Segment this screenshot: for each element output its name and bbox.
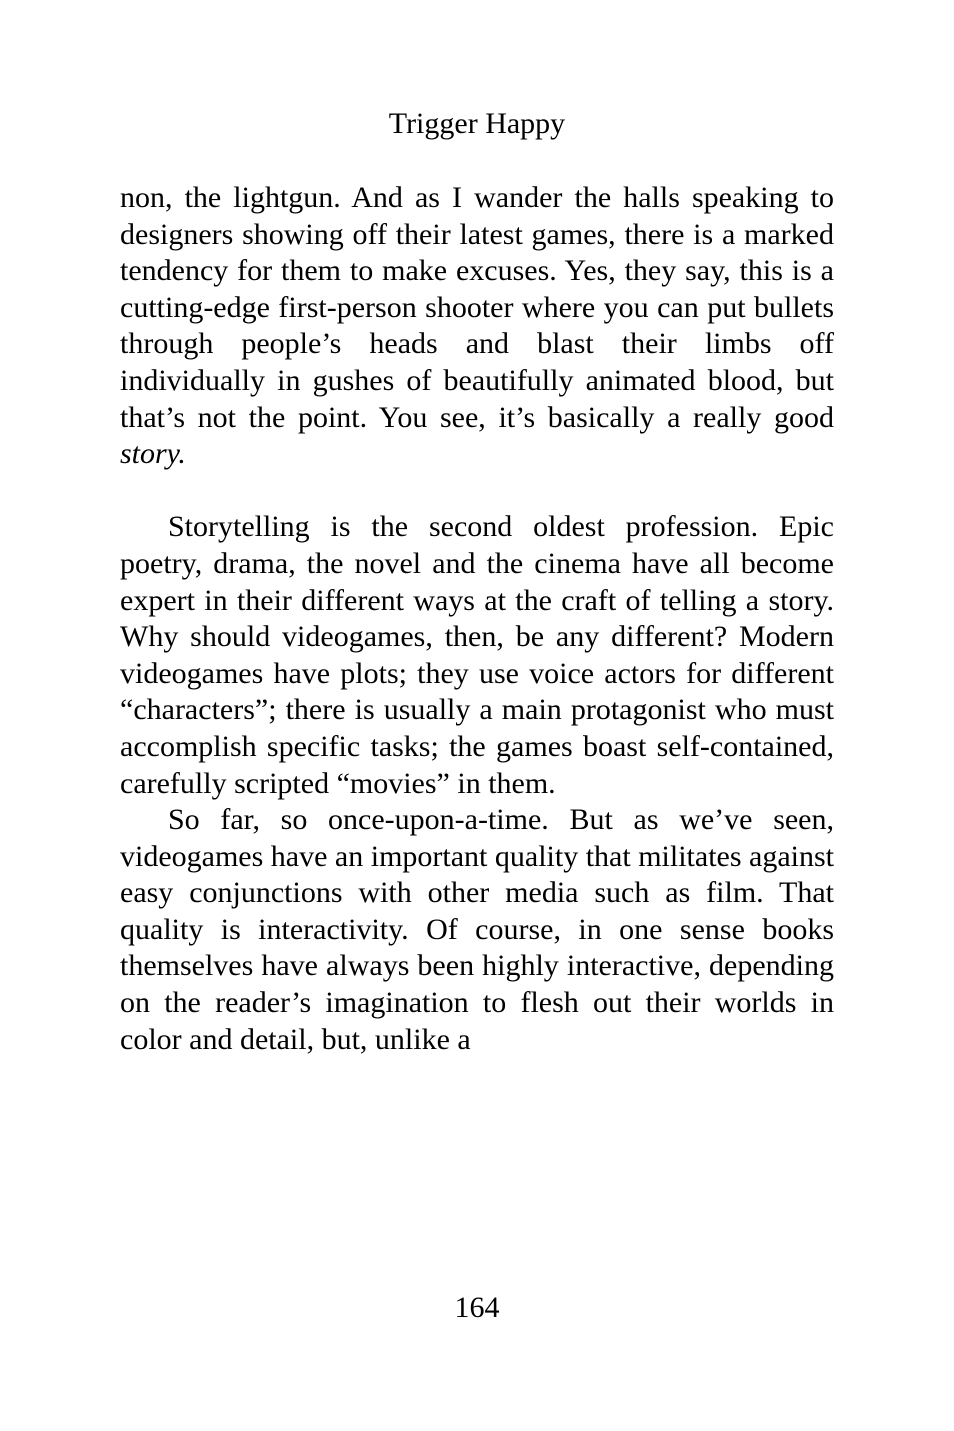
- page-number: 164: [454, 1291, 500, 1324]
- running-head-title: Trigger Happy: [388, 107, 566, 140]
- paragraph-1: [120, 180, 834, 473]
- body-text: [120, 180, 834, 1058]
- emphasis-story: story.: [120, 437, 186, 471]
- paragraph-3: So far, so once-upon-a-time. But as we’ve seen, videogames have an important quality that militates against easy conjunctions with other media such as film. That quality is interactivity. Of course, in one sense books themselves have always been highly interactive, depending on the reader’s imagination to flesh out their worlds in color and detail, but, unlike a: [120, 803, 834, 1056]
- paragraph-1-text: non, the lightgun. And as I wander the halls speaking to designers showing off their latest games, there is a marked tendency for them to make excuses. Yes, they say, this is a cutting-edge first-person shooter where you can put bullets through people’s heads and blast their limbs off individually in gushes of beautifully animated blood, but that’s not the point. You see, it’s basically a really good: [120, 181, 834, 434]
- paragraph-2: Storytelling is the second oldest profession. Epic poetry, drama, the novel and the cinema have all become expert in their different ways at the craft of telling a story. Why should videogames, then, be any different? Modern videogames have plots; they use voice actors for different “characters”; there is usually a main protagonist who must accomplish specific tasks; the games boast self-contained, carefully scripted “movies” in them.: [120, 510, 834, 800]
